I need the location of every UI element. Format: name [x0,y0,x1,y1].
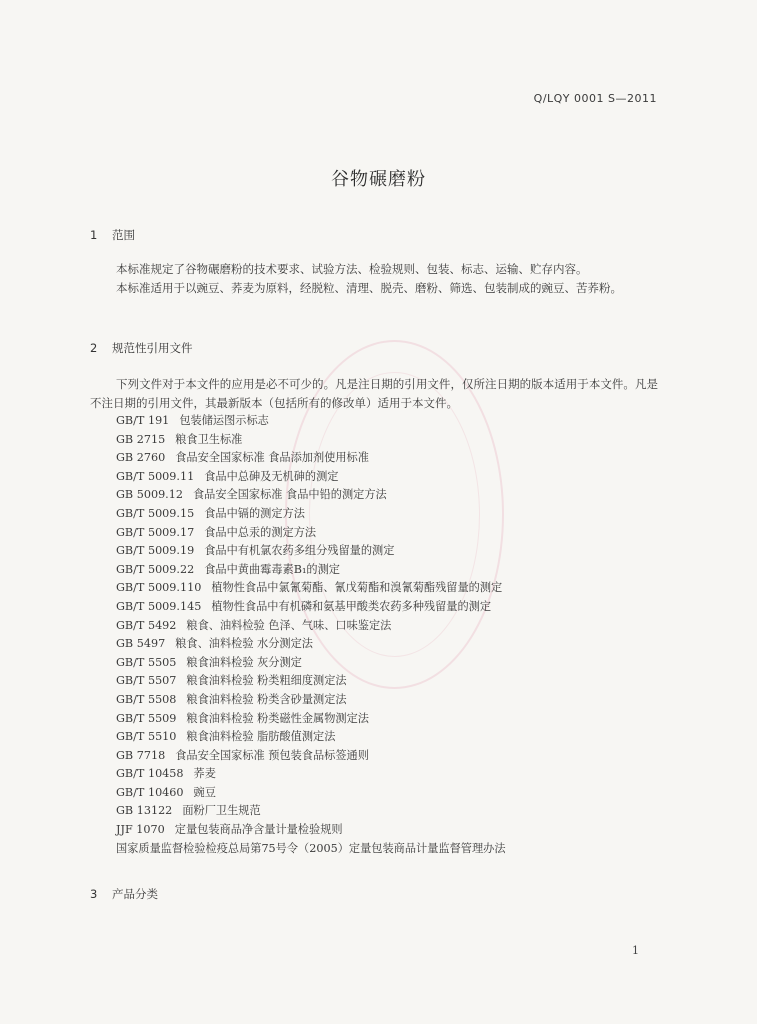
reference-item [116,821,506,840]
section-heading-scope [90,227,135,243]
reference-code: GB/T 5009.22 [116,562,195,576]
reference-title: 定量包装商品净含量计量检验规则 [174,823,343,837]
reference-item [116,412,506,431]
reference-title: 食品安全国家标准 预包装食品标签通则 [175,748,369,762]
reference-code: GB/T 5009.17 [116,525,195,539]
reference-code: GB/T 5009.145 [116,599,202,613]
reference-code: GB 2715 [116,432,166,446]
reference-code: GB/T 5009.15 [116,506,195,520]
reference-item [116,468,506,487]
section-heading-references [90,340,193,356]
section-heading-classification [90,886,158,902]
reference-code: GB/T 5009.19 [116,544,195,558]
section-title: 范围 [112,228,135,242]
reference-item [116,802,506,821]
reference-title: 粮食油料检验 粉类含砂量测定法 [186,692,347,706]
reference-title: 食品中总砷及无机砷的测定 [204,469,339,483]
reference-code: JJF 1070 [116,823,165,837]
reference-title: 粮食油料检验 灰分测定 [186,655,302,669]
reference-code: GB 2760 [116,451,166,465]
reference-title: 粮食、油料检验 水分测定法 [175,637,313,651]
document-title: 谷物碾磨粉 [331,169,426,190]
reference-item [116,449,506,468]
reference-title: 粮食油料检验 粉类粗细度测定法 [186,674,347,688]
reference-title: 国家质量监督检验检疫总局第75号令（2005）定量包装商品计量监督管理办法 [116,841,506,855]
reference-code: GB/T 10458 [116,767,184,781]
reference-title: 食品中黄曲霉毒素B₁的测定 [204,562,340,576]
reference-item [116,486,506,505]
scope-paragraph-1: 本标准规定了谷物碾磨粉的技术要求、试验方法、检验规则、包装、标志、运输、贮存内容。 [116,262,588,276]
reference-code: GB/T 5009.110 [116,581,202,595]
reference-code: GB 7718 [116,748,166,762]
reference-item [116,784,506,803]
section-number: 3 [90,887,98,901]
reference-title: 粮食油料检验 脂肪酸值测定法 [186,730,336,744]
reference-code: GB/T 10460 [116,785,184,799]
reference-code: GB/T 5510 [116,730,177,744]
reference-item [116,579,506,598]
reference-title: 粮食、油料检验 色泽、气味、口味鉴定法 [186,618,392,632]
section-title: 规范性引用文件 [112,341,193,355]
reference-item [116,710,506,729]
reference-item [116,635,506,654]
reference-item [116,561,506,580]
reference-code: GB 5497 [116,637,166,651]
reference-title: 粮食卫生标准 [175,432,243,446]
reference-item [116,654,506,673]
reference-list [116,412,506,858]
reference-title: 豌豆 [193,785,216,799]
page-number: 1 [632,944,639,957]
reference-title: 植物性食品中氯氰菊酯、氰戊菊酯和溴氰菊酯残留量的测定 [211,581,503,595]
reference-title: 食品中总汞的测定方法 [204,525,317,539]
reference-title: 食品中镉的测定方法 [204,506,305,520]
reference-item [116,747,506,766]
section-number: 1 [90,228,98,242]
references-intro: 下列文件对于本文件的应用是必不可少的。凡是注日期的引用文件，仅所注日期的版本适用于本文件。凡是不注日期的引用文件，其最新版本（包括所有的修改单）适用于本文件。 [90,377,658,410]
reference-code: GB/T 5505 [116,655,177,669]
reference-title: 食品安全国家标准 食品中铅的测定方法 [192,488,387,502]
section-number: 2 [90,341,98,355]
reference-code: GB 13122 [116,804,173,818]
reference-item [116,672,506,691]
reference-item [116,691,506,710]
reference-item [116,542,506,561]
reference-code: GB/T 5508 [116,692,177,706]
reference-code: GB 5009.12 [116,488,183,502]
reference-code: GB/T 5492 [116,618,177,632]
reference-code: GB/T 5509 [116,711,177,725]
reference-code: GB/T 5507 [116,674,177,688]
reference-item [116,840,506,859]
reference-title: 食品安全国家标准 食品添加剂使用标准 [175,451,369,465]
reference-item [116,505,506,524]
reference-title: 粮食油料检验 粉类磁性金属物测定法 [186,711,369,725]
reference-item [116,431,506,450]
reference-item [116,617,506,636]
reference-item [116,524,506,543]
reference-item [116,728,506,747]
reference-code: GB/T 5009.11 [116,469,195,483]
reference-item [116,598,506,617]
standard-code: Q/LQY 0001 S—2011 [533,92,657,105]
reference-item [116,765,506,784]
reference-title: 面粉厂卫生规范 [182,804,261,818]
reference-code: GB/T 191 [116,414,170,427]
reference-title: 荞麦 [193,767,216,781]
reference-title: 植物性食品中有机磷和氨基甲酸类农药多种残留量的测定 [211,599,492,613]
scope-paragraph-2: 本标准适用于以豌豆、荞麦为原料，经脱粒、清理、脱壳、磨粉、筛选、包装制成的豌豆、苦荞粉。 [116,281,622,295]
section-title: 产品分类 [112,887,158,901]
reference-title: 食品中有机氯农药多组分残留量的测定 [204,544,395,558]
reference-title: 包装储运图示标志 [179,414,269,427]
